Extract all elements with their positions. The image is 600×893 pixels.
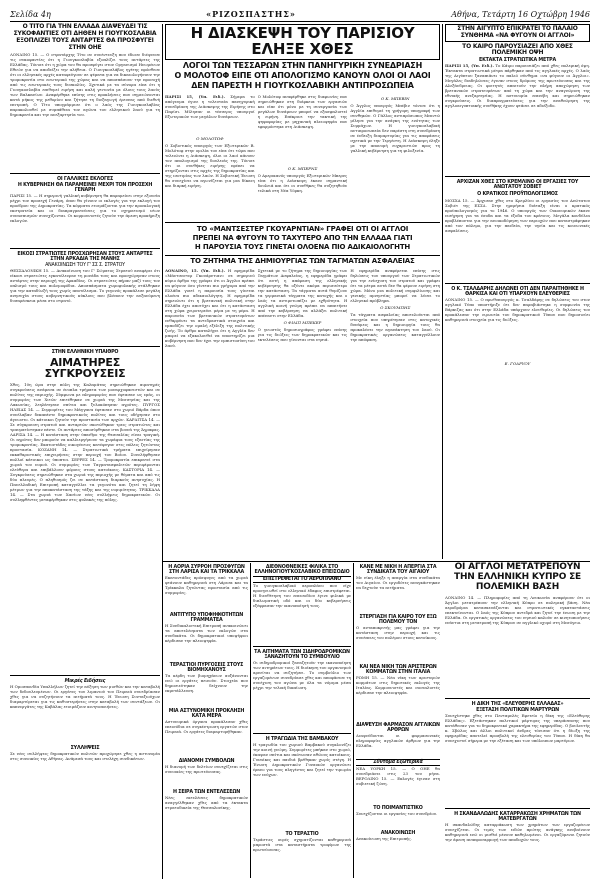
article-body: Με νίκη έληξε η απεργία στα συνδικάτα του Αιγαίου. Οι εργοδότες αναγκάστηκαν να δεχτούν τα αιτήματα.: [356, 575, 440, 591]
article-body: ΛΟΝΔΙΝΟ 15. — Ο στρατάρχης Τίτο σε συνέντευξη που έδωσε διέψευσε τις συκοφαντίες ότι η Γιουγκοσλαβία εξοπλίζει τους αντάρτες της Ελλάδας. Τόνισε ότι η χώρα του θα προσφύγει στον Οργανισμό Ηνωμένων Εθνών για να αποδείξει την αλήθεια. Ο Γιουγκοσλάβος ηγέτης πρόσθεσε ότι οι ελληνικές αρχές καταφεύγουν σε ψέματα για να δικαιολογήσουν την τρομοκρατία στο εσωτερικό της χώρας και να αποσπάσουν την προσοχή από τις εσωτερικές τους δυσκολίες. Σχετικά με τα σύνορα είπε ότι η Γιουγκοσλαβία επιθυμεί ειρήνη και καλή γειτονία με όλους τους λαούς των Βαλκανίων. Αναφέρθηκε επίσης στις προκλήσεις που σημειώνονται κατά μήκος της μεθορίου και ζήτησε τη διεξαγωγή έρευνας από διεθνή επιτροπή. Ο Τίτο υπογράμμισε ότι ο λαός της Γιουγκοσλαβίας παρακολουθεί με συμπάθεια τον αγώνα του ελληνικού λαού για τη δημοκρατία και την ανεξαρτησία του.: [10, 51, 160, 117]
author-skoumbis: Ο ΣΚΟΥΜΠΗΣ: [380, 305, 411, 311]
masthead-rule: [10, 21, 590, 22]
article-body: ΛΟΝΔΙΝΟ 14. — Πληροφορίες από τη Λευκωσία αναφέρουν ότι οι Άγγλοι μετατρέπουν την ελληνική Κύπρο σε πολεμική βάση. Νέα αεροδρόμια κατασκευάζονται και στρατιωτικές εγκαταστάσεις επεκτείνονται. Ο λαός της Κύπρου αντιδρά και ζητεί την ένωση με την Ελλάδα. Οι εργατικές οργανώσεις του νησιού καλούν σε κινητοποιήσεις ενάντια στη μετατροπή της Κύπρου σε αγγλικό οχυρό στη Μεσόγειο.: [445, 594, 590, 625]
headline-clashes: ΑΙΜΑΤΗΡΕΣ ΣΥΓΚΡΟΥΣΕΙΣ: [44, 355, 126, 381]
speaker-molotov: Ο ΜΟΛΟΤΩΦ: [196, 135, 224, 141]
article-columns: [165, 94, 440, 219]
subheadline-presence: Η ΠΑΡΟΥΣΙΑ ΤΟΥΣ ΓΙΝΕΤΑΙ ΟΛΟΕΝΑ ΠΙΟ ΑΔΙΚΑΙΟΛΟΓΗΤΗ: [194, 243, 411, 252]
headline-trial: Η ΔΙΚΗ ΤΗΣ «ΕΛΕΥΘΕΡΗΣ ΕΛΛΑΔΑΣ»: [471, 701, 564, 707]
subheadline-leave-greece: ΠΡΕΠΕΙ ΝΑ ΦΥΓΟΥΝ ΤΟ ΤΑΧΥΤΕΡΟ ΑΠΟ ΤΗΝ ΕΛΛΑΔΑ ΓΙΑΤΙ: [192, 234, 413, 243]
newspaper-page: [10, 8, 590, 878]
text-column: [350, 94, 440, 219]
headline-incident: ΔΙΕΘΝΟΘΝΕΙΚΕΣ ΦΙΛΙΚΑ ΣΤΟ ΕΛΛΗΝΟΓΙΟΥΓΚΟΣΛΑΒΙΚΟ ΕΠΕΙΣΟΔΙΟ: [254, 565, 350, 576]
article-body: Οι σιδηροδρομικοί ξαναζητούν την ικανοποίηση των αιτημάτων τους. Η διοίκηση του οργανισμού αρνείται να συζητήσει. Το συμβούλιο των εργαζομένων συνεδρίασε χθες και αποφάσισε τη συνέχιση του αγώνα με όλα τα νόμιμα μέσα μέχρι την τελική δικαίωση.: [253, 660, 351, 691]
column-divider: [250, 563, 251, 878]
article-body: Η διανομή των δελτίων συνεχίζεται στις συνοικίες της πρωτεύουσας.: [165, 764, 248, 775]
subheadline-measures: ΕΚΤΑΚΤΑ ΣΤΡΑΤΙΩΤΙΚΑ ΜΕΤΡΑ: [479, 58, 556, 64]
left-column: [10, 24, 160, 781]
article-body: ΝΕΑ ΥΟΡΚΗ 15. — Ο ΟΗΕ θα συνεδριάσει στις 23 του μήνα. ΒΕΡΟΛΙΝΟ 15. — Εκλογές έγιναν στη σοβιετική ζώνη.: [356, 766, 440, 787]
article-body: Εκατοντάδες πρόσφυγες από τα χωριά φτάνουν καθημερινά στη Λάρισα και τα Τρίκκαλα ζητώντας προστασία από τις συμμορίες.: [165, 575, 248, 596]
subheadline-budget: Ο ΚΡΑΤΙΚΟΣ ΠΡΟΫΠΟΛΟΓΙΣΜΟΣ: [477, 192, 558, 198]
article-body: Ανακοίνωση της Επιτροπής.: [356, 836, 412, 842]
bottom-col-c: [356, 565, 440, 854]
article-body: Αστυνομικά όργανα προκάλεσαν χθες επεισόδια σε συγκέντρωση εργατών στον Πειραιά. Οι εργάτες διαμαρτυρήθηκαν.: [165, 719, 248, 735]
headline-arrests: ΣΥΛΛΗΨΕΙΣ: [70, 745, 100, 751]
article-body: Ο Μολότοφ αναφέρθηκε στις διαφωνίες που σημειώθηκαν στη διάρκεια των εργασιών και είπε ότι μόνο με τη συνεργασία των μεγάλων δυνάμεων μπορεί να εξασφαλιστεί η ειρήνη. Επέκρινε την τακτική της ψηφοφορίας με μηχανική πλειοψηφία που εφαρμόστηκε στη Διάσκεψη.: [257, 93, 348, 129]
article-body: Η σκανδαλώδης καταρράκωση των χρημάτων των εργαζομένων συνεχίζεται. Οι τιμές των ειδών πρώτης ανάγκης ανεβαίνουν καθημερινά ενώ οι μισθοί μένουν καθηλωμένοι. Οι εργαζόμενοι ζητούν την άμεση αναπροσαρμογή των αποδοχών τους.: [445, 821, 590, 842]
subheadline-speeches: ΛΟΓΟΙ ΤΩΝ ΤΕΣΣΑΡΩΝ ΣΤΗΝ ΠΑΝΗΓΥΡΙΚΗ ΣΥΝΕΔΡΙΑΣΗ: [182, 60, 423, 70]
headline-poimantistiko: ΤΟ ΠΟΙΜΑΝΤΙΣΤΙΚΟ: [373, 806, 423, 812]
article-body: Το γιουγκοσλαβικό αεροπλάνο που είχε προσγειωθεί στο ελληνικό έδαφος επιστρέφεται. Η διευθέτηση του επεισοδίου έγινε φιλικά με διπλωματική οδό και οι δύο κυβερνήσεις εξέφρασαν την ικανοποίησή τους.: [253, 583, 351, 609]
headline-police: ΜΙΑ ΑΣΤΥΝΟΜΙΚΗ ΠΡΟΚΛΗΣΗ ΚΑΤΑ ΜΕΡΑ: [168, 709, 245, 720]
headline-announcement: ΑΝΑΚΟΙΝΩΣΗ: [380, 831, 416, 837]
article-body: Ο Αμερικανός υπουργός Εξωτερικών Μπερνς είπε ότι η Διάσκεψη έκανε σημαντική δουλειά και ότι οι συνθήκες θα συζητηθούν τελικά στη Νέα Υόρκη.: [257, 172, 348, 193]
article-body: Ο Άγγλος υπουργός Μπέβιν τόνισε ότι η Αγγλία επιθυμεί τη γρήγορη υπογραφή των συνθηκών. Ο Γάλλος αντιπρόσωπος Μπιντώ μίλησε για την ανάγκη της ενότητας των Συμμάχων. Η γιουγκοσλαβική αντιπροσωπεία δεν παρέστη στη συνεδρίαση σε ένδειξη διαμαρτυρίας για τις αποφάσεις σχετικά με την Τεργέστη. Η Διάσκεψη έληξε με την απονομή ευχαριστιών προς τη γαλλική κυβέρνηση για τη φιλοξενία.: [350, 102, 441, 153]
article-body: Η Συνδικαλιστική Επιτροπή ανακοινώνει τα αποτελέσματα των εκλογών στα συνδικάτα. Οι δημοκρατικοί υποψήφιοι κέρδισαν την πλειοψηφία.: [165, 623, 248, 644]
headline-short-news: Μικρές Ειδήσεις: [64, 678, 106, 684]
headline-countryside: ΣΤΗΝ ΕΛΛΗΝΙΚΗ ΥΠΑΙΘΡΟ: [51, 349, 119, 355]
text-column: [165, 94, 255, 219]
headline-railway: ΤΑ ΑΙΤΗΜΑΤΑ ΤΩΝ ΣΙΔΗΡΟΔΡΟΜΙΚΩΝ ΞΑΝΑΖΗΤΟΥΝ ΤΟ ΣΥΜΒΟΥΛΙΟ: [254, 650, 350, 661]
column-divider: [353, 563, 354, 878]
article-body: Διαψεύδονται οι φαρμασονικές πληροφορίες αγγλικών άρθρων για την Ελλάδα.: [356, 733, 440, 749]
subheadline-soldiers: ΑΝΑΚΟΙΝΩΣΗ ΤΟΥ Γ' ΣΣ Σ. ΣΤΡΑΤΟΥ: [45, 262, 125, 268]
page-number: Σελίδα 4η: [10, 9, 51, 19]
headline-foreign-briefs: Σύντομα Εξωτερικά: [356, 759, 440, 766]
subheadline-cairo: ΤΟ ΚΑΙΡΟ ΠΑΡΟΥΣΙΑΖΕΙ ΑΠΟ ΧΘΕΣ ΠΟΛΕΜΙΚΗ ΟΨΗ: [462, 42, 573, 57]
subheadline-airplane: ΕΠΙΣΤΡΕΦΕΤΑΙ ΤΟ ΑΕΡΟΠΛΑΝΟ: [253, 576, 351, 583]
article-body: Νέες εκτελέσεις δημοκρατικών αναγγέλθηκαν χθες από τα έκτακτα στρατοδικεία της Θεσσαλονίκης.: [165, 795, 248, 811]
article-body: Η τραγωδία του χωριού Βαμβακού συγκλονίζει την κοινή γνώμη. Συμμορίτες μπήκαν στο χωριό, έκαψαν σπίτια και σκότωσαν αθώους κατοίκους. Γυναίκες και παιδιά βρέθηκαν χωρίς στέγη. Η Ένωση Δημοκρατικών Γυναικών οργανώνει έρανο για τους πληγέντες και ζητεί την τιμωρία των ενόχων.: [253, 742, 351, 778]
headline-refugees: Η ΑΟΡΙΑ ΣΥΡΡΟΗ ΠΡΟΣΦΥΓΩΝ ΣΤΗ ΛΑΡΙΣΑ ΚΑΙ ΤΑ ΤΡΙΚΚΑΛΑ: [168, 565, 245, 576]
bottom-col-a: [165, 565, 248, 825]
article-body: Συνεχίστηκε χθες στο Πενταμελές Εφετείο η δίκη της «Ελεύθερης Ελλάδας». Εξετάστηκαν πολιτικοί μάρτυρες της υπεράσπισης που κατάθεσαν για το δημοκρατικό χαρακτήρα της εφημερίδας. Ο βουλευτής κ. Σβώλος και άλλοι πολιτικοί άνδρες τόνισαν ότι η δίωξη της εφημερίδας αποτελεί προσβολή της ελευθερίας του Τύπου. Η δίκη θα συνεχιστεί σήμερα με την εξέταση και των υπόλοιπων μαρτύρων.: [445, 712, 590, 743]
article-body: Η εφημερίδα αναφέρεται επίσης στις δηλώσεις του υπουργού των Στρατιωτικών για την ενίσχυση του στρατού και γράφει ότι τα μέτρα αυτά δεν θα φέρουν ειρήνη στη χώρα. Μόνο μια πολιτική συμφιλίωσης και γενικής αμνηστίας μπορεί να λύσει το ελληνικό πρόβλημα. Ο ΣΚΟΥΜΠΗΣ Τα τάγματα ασφαλείας αποτελούνται από στοιχεία που υπηρέτησαν στις κατοχικές δυνάμεις και η δημιουργία τους θα προκαλέσει την αγανάκτηση του λαού. Οι δημοκρατικές οργανώσεις καταγγέλλουν την απόφαση.: [350, 268, 441, 343]
subheadline-security-battalions: ΤΟ ΖΗΤΗΜΑ ΤΗΣ ΔΗΜΙΟΥΡΓΙΑΣ ΤΩΝ ΤΑΓΜΑΤΩΝ ΑΣΦΑΛΕΙΑΣ: [165, 255, 440, 265]
masthead: [10, 8, 590, 20]
article-columns: [165, 268, 440, 453]
article-body: Τα κέρδη των βιομηχάνων αυξάνονται ενώ οι εργάτες πεινούν. Στοιχεία που δημοσιεύτηκαν δείχνουν την εκμετάλλευση.: [165, 673, 248, 694]
article-body: ΡΩΜΗ 15. — Νέα νίκη των αριστερών κομμάτων στις δημοτικές εκλογές της Ιταλίας. Κομμουνιστές και σοσιαλιστές κέρδισαν την πλειοψηφία.: [356, 675, 440, 696]
article-body: ΛΟΝΔΙΝΟ 15. — Ο πρωθυπουργός κ. Τσαλδάρης σε δηλώσεις του στον αγγλικό Τύπο υποστήριξε ότι δεν παραβιάστηκε η συμφωνία της Βάρκιζας και ότι στην Ελλάδα υπάρχουν ελευθερίες. Οι δηλώσεις του προκάλεσαν την ειρωνεία του δημοκρατικού Τύπου που δημοσιεύει καθημερινά στοιχεία για τις διώξεις.: [445, 296, 590, 322]
headline-tsaldaris: Ο Κ. ΤΣΑΛΔΑΡΗΣ ΔΗΛΩΝΕΙ ΟΤΙ ΔΕΝ ΠΑΡΑΙΤΗΘΗΚΕ Η ΘΑΡΚΙΣΑ ΚΑΙ ΟΤΙ ΥΠΑΡΧΟΥΝ ΕΛΕΥΘΕΡΙΕΣ: [451, 286, 584, 297]
article-body: ΠΑΡΙΣΙ 15, (Υπ. Ειδ.). Σήμερα το απόγευμα έγινε η τελευταία πανηγυρική συνεδρίαση της Διάσκεψης της Ειρήνης στο Παρίσι. Μίλησαν οι τέσσερις υπουργοί Εξωτερικών των μεγάλων δυνάμεων.: [165, 93, 255, 119]
headline-egypt: ΣΤΗΝ ΑΙΓΥΠΤΟ ΕΠΙΚΡΑΤΕΙ ΤΟ ΠΑΛΑΙΟ ΣΥΝΘΗΜΑ «ΝΑ ΦΥΓΟΥΝ ΟΙ ΑΓΓΛΟΙ»: [445, 24, 590, 42]
subheadline-yugoslav: ΔΕΝ ΠΑΡΕΣΤΗ Η ΓΙΟΥΓΚΟΣΛΑΒΙΚΗ ΑΝΤΙΠΡΟΣΩΠΕΙΑ: [191, 81, 414, 91]
right-column: [445, 24, 590, 368]
subheadline-molotov: Ο ΜΟΛΟΤΟΦ ΕΙΠΕ ΟΤΙ ΑΠΟΛΟΓΙΣΜΟ ΚΑΝΟΥΝ ΟΛΟΙ ΟΙ ΛΑΟΙ: [174, 70, 431, 80]
headline-vamvakou: Η ΤΡΑΓΩΔΙΑ ΤΗΣ ΒΑΜΒΑΚΟΥ: [265, 737, 339, 743]
author-becker: Ο ΦΙΛΙΠ ΜΠΕΚΕΡ: [283, 320, 322, 326]
section-divider: [163, 561, 590, 562]
article-body: Συνεχίζονται οι εργασίες του συνεδρίου.: [356, 811, 438, 817]
headline-currency: Η ΣΚΑΝΔΑΛΩΔΗΣ ΚΑΤΑΡΡΑΚΩΣΗ ΧΡΗΜΑΤΩΝ ΤΩΝ ΜΑΤΕΒΡΓΑΤΩΝ: [454, 811, 581, 822]
article-body: ΘΕΣΣΑΛΟΝΙΚΗ 15. — Ανακοίνωση του Γ' Σώματος Στρατού αναφέρει ότι είκοσι στρατιώτες εγκατέλειψαν τη μονάδα τους και προσχώρησαν στους αντάρτες στην περιοχή της Αρκαδίας. Οι στρατιώτες πήραν μαζί τους τον οπλισμό τους και πολεμοφόδια. Αποσπάσματα χωροφυλακής στάλθηκαν για την καταδίωξή τους χωρίς αποτέλεσμα. Το γεγονός προκάλεσε μεγάλη ανησυχία στους κυβερνητικούς κύκλους που βλέπουν την αυξανόμενη δυσαρέσκεια μέσα στο στρατό.: [10, 267, 160, 303]
article-body: ΠΑΡΙΣΙ 15. — Η σημερινή γαλλική κυβέρνηση θα παραμείνει στην εξουσία μέχρι τον προσεχή Γενάρη, όπου θα γίνουν οι εκλογές για την εκλογή του προέδρου της Δημοκρατίας. Τα κόμματα ετοιμάζονται για την προεκλογική εκστρατεία και οι διαπραγματεύσεις για το σχηματισμό νέων συνασπισμών συνεχίζονται. Οι κομμουνιστές ζητούν την άμεση προκήρυξη εκλογών.: [10, 192, 160, 223]
article-body: Τεράστιες ουρές σχηματίζονται καθημερινά μπροστά στα καταστήματα τροφίμων της πρωτεύουσας.: [253, 837, 351, 853]
issue-date: Αθήνα, Τετάρτη 16 Οχτώβρη 1946: [451, 9, 590, 19]
headline-kremlin: ΑΡΧΙΖΑΝ ΧΘΕΣ ΣΤΟ ΚΡΕΜΛΙΝΟ ΟΙ ΕΡΓΑΣΙΕΣ ΤΟΥ ΑΝΩΤΑΤΟΥ ΣΟΒΙΕΤ: [456, 180, 579, 191]
author-signature: Ε. ΓΟΔΡΥΟΥ: [504, 360, 531, 366]
speaker-byrnes: Ο Κ. ΜΠΕΡΝΣ: [287, 165, 318, 171]
headline-enormous: ΤΟ ΤΕΡΑΣΤΙΟ: [285, 832, 319, 838]
article-body: ΛΟΝΔΙΝΟ, 15. (Υπ. Ειδ.). Η εφημερίδα «Μάντσεστερ Γκουάρντιαν» σε σημερινό κύριο άρθρο της γράφει ότι οι Άγγλοι πρέπει να φύγουν όσο γίνεται πιο γρήγορα από την Ελλάδα γιατί η παρουσία τους γίνεται ολοένα πιο αδικαιολόγητη. Η εφημερίδα σημειώνει ότι η βρετανική πολιτική στην Ελλάδα έχει αποτύχει και ότι η κατάσταση στη χώρα χειροτερεύει μέρα με τη μέρα. Η παρουσία των βρετανικών στρατευμάτων ενθαρρύνει τα αντιδραστικά στοιχεία και εμποδίζει την ομαλή εξέλιξη της πολιτικής ζωής. Το άρθρο καταλήγει ότι η Αγγλία δεν μπορεί να εξακολουθεί να υποστηρίζει μια κυβέρνηση που δεν έχει την εμπιστοσύνη του λαού.: [165, 268, 255, 349]
article-body: Η Ομοσπονδία Υπαλλήλων ζητεί την αύξηση των μισθών και την καταβολή των δεδουλευμένων. Οι εργάτες του λιμανιού του Πειραιά συνεδρίασαν χθες για να συζητήσουν τα αιτήματά τους. Η Ένωση Συνταξιούχων διαμαρτύρεται για τις καθυστερήσεις στην καταβολή των συντάξεων. Οι καπνεργάτες της Καβάλας ετοιμάζουν κινητοποιήσεις.: [10, 683, 160, 709]
headline-tito: Ο ΤΙΤΟ ΓΙΑ ΤΗΝ ΕΛΛΑΔΑ ΔΙΑΨΕΥΔΕΙ ΤΙΣ ΣΥΚΟΦΑΝΤΙΕΣ ΟΤΙ ΔΗΘΕΝ Η ΓΙΟΥΓΚΟΣΛΑΒΙΑ ΕΞΟΠΛΙΖΕΙ ΤΟΥΣ ΑΝΤΑΡΤΕΣ ΘΑ ΠΡΟΣΦΥΓΕΙ ΣΤΗΝ ΟΗΕ: [13, 23, 157, 51]
center-column: [165, 24, 440, 453]
subheadline-witnesses: ΕΞΕΤΑΣΗ ΠΟΛΙΤΙΚΩΝ ΜΑΡΤΥΡΩΝ: [476, 707, 559, 713]
bottom-col-b: [253, 565, 351, 871]
headline-paris-conference: Η ΔΙΑΣΚΕΨΗ ΤΟΥ ΠΑΡΙΣΙΟΥ ΕΛΗΞΕ ΧΘΕΣ: [165, 24, 440, 60]
newspaper-name: «ΡΙΖΟΣΠΑΣΤΗΣ»: [206, 9, 296, 19]
headline-industrialists: ΤΕΡΑΣΤΙΟΙ ΠΥΡΓΟΣΕΙΣ ΣΤΟΥΣ ΒΙΟΜΗΧΑΝΟΥΣ: [169, 663, 244, 674]
right-lower: [445, 563, 590, 882]
speaker-bevin: Ο Κ. ΜΠΕΒΙΝ: [380, 95, 410, 101]
column-divider: [162, 24, 163, 879]
headline-cyprus: ΟΙ ΑΓΓΛΟΙ ΜΕΤΑΤΡΕΠΟΥΝ ΤΗΝ ΕΛΛΗΝΙΚΗ ΚΥΠΡΟ ΣΕ ΠΟΛΕΜΙΚΗ ΒΑΣΗ: [454, 562, 581, 592]
text-column: [258, 94, 348, 219]
article-body: Ο Σοβιετικός υπουργός των Εξωτερικών Β. Μολότοφ στην ομιλία του είπε ότι τώρα που τελειώνει η Διάσκεψη, όλοι οι λαοί κάνουν τον απολογισμό της δουλειάς της. Τόνισε ότι οι συνθήκες ειρήνης πρέπει να στηρίζονται στις αρχές της δημοκρατίας και της ισοτιμίας των λαών. Η Σοβιετική Ένωση θα συνεχίσει να αγωνίζεται για μια δίκαιη και διαρκή ειρήνη.: [165, 142, 255, 188]
article-body: Σχετικά με το ζήτημα της δημιουργίας των Ταγμάτων Ασφαλείας, η εφημερίδα γράφει ότι αυτή η απόφαση της ελληνικής κυβέρνησης θα οξύνει ακόμα περισσότερο την κατάσταση. Τα τάγματα αυτά θυμίζουν τα γερμανικά τάγματα της κατοχής και ο λαός τα αντιμετωπίζει με εχθρότητα. Η αγγλική κοινή γνώμη πρέπει να απαιτήσει από την κυβέρνηση να αλλάξει πολιτική απέναντι στην Ελλάδα. Ο ΦΙΛΙΠ ΜΠΕΚΕΡ Ο γνωστός δημοσιογράφος γράφει επίσης για τις διώξεις των δημοκρατικών και τις εκτελέσεις που γίνονται στα νησιά.: [257, 268, 348, 343]
headline-executions: Η ΣΕΙΡΑ ΤΩΝ ΕΝΤΕΛΕΣΕΩΝ: [172, 790, 241, 796]
article-body: Σε νέες συλλήψεις δημοκρατικών πολιτών προχώρησε χθες η αστυνομία στις συνοικίες της Αθήνας. Ανάμεσά τους και στελέχη συνδικάτων.: [10, 750, 160, 761]
headline-strike: ΚΑΝΕ ΜΕ ΝΙΚΗ Η ΑΠΕΡΓΙΑ ΣΤΑ ΣΥΝΔΙΚΑΤΑ ΤΟΥ ΑΙΓΑΙΟΥ: [359, 565, 437, 576]
column-divider: [442, 24, 443, 559]
headline-soldiers: ΕΙΚΟΣΙ ΣΤΡΑΤΙΩΤΕΣ ΠΡΟΣΧΩΡΗΣΑΝ ΣΤΟΥΣ ΑΝΤΑΡΤΕΣ ΣΤΗΝ ΑΡΚΑΔΙΑ ΤΗΣ ΜΑΝΗΣ: [17, 251, 153, 262]
headline-war: ΣΤΕΡΓΙΑΣΗ ΓΙΑ ΚΑΙΡΟ ΤΟΥ ΕΞΩ ΠΟΛΕΜΟΥ ΤΟΝ: [359, 615, 437, 626]
headline-denial: ΔΙΑΨΕΥΣΗ ΦΑΡΜΑΣΟΝ ΑΓΓΛΙΚΩΝ ΑΡΘΡΩΝ: [356, 723, 440, 734]
article-body: ΜΟΣΧΑ 15. — Άρχισαν χθες στο Κρεμλίνο οι εργασίες του Ανώτατου Σοβιέτ της ΕΣΣΔ. Στην ημερήσια διάταξη είναι ο κρατικός προϋπολογισμός για το 1946. Ο υπουργός των Οικονομικών έκανε εισήγηση για τα έσοδα και τα έξοδα του κράτους. Μεγάλα κονδύλια προβλέπονται για την ανοικοδόμηση των περιοχών που καταστράφηκαν από τον πόλεμο, για την παιδεία, την υγεία και τις κοινωνικές ασφαλίσεις.: [445, 197, 590, 233]
article-body: ΠΑΡΙΣΙ 15, (Υπ. Ειδ.). Το Κάιρο παρουσιάζει από χθες πολεμική όψη. Έκτακτα στρατιωτικά μέτρα πάρθηκαν από τις αγγλικές αρχές. Ο λαός της Αιγύπτου ξαναπιάνει το παλιό σύνθημα «να φύγουν οι Άγγλοι». Μεγάλες διαδηλώσεις έγιναν στους δρόμους της πρωτεύουσας και της Αλεξάνδρειας. Οι φοιτητές απαιτούν την πλήρη αποχώρηση των βρετανικών στρατευμάτων από τη χώρα και την αναγνώριση της εθνικής ανεξαρτησίας. Η αστυνομία επενέβη και σημειώθηκαν συγκρούσεις. Οι διαπραγματεύσεις για την αναθεώρηση της αγγλοαιγυπτιακής συνθήκης έχουν φτάσει σε αδιέξοδο.: [445, 63, 590, 109]
subheadline-french: Η ΚΥΒΕΡΝΗΣΗ ΘΑ ΠΑΡΑΜΕΙΝΕΙ ΜΕΧΡΙ ΤΟΝ ΠΡΟΣΕΧΗ ΓΕΝΑΡΗ: [17, 182, 153, 193]
article-body: Ο ανταποκριτής μας γράφει για την κατάσταση στην περιοχή και τις συνέπειες του πολέμου στους κατοίκους.: [356, 625, 440, 641]
article-body: Χθες, 10η ώρα στην πόλη της Καλαμάτας σημειώθηκαν αιματηρές συγκρούσεις ανάμεσα σε ένοπλα τμήματα των μοναρχοφασιστών και σε πολίτες της περιοχής. Σύμφωνα με πληροφορίες που έφτασαν ως εμάς, οι συμμορίες των Χιτών επιτέθηκαν σε χωριά της Μεσσηνίας και της Λακωνίας, λεηλάτησαν σπίτια και ξυλοκόπησαν αγρότες. ΠΥΡΓΟΣ ΗΛΕΙΑΣ 14. — Συμμορίτες του Μάγγανα έφτασαν στο χωριό Βάρδα όπου συνέλαβαν δεκαπέντε δημοκρατικούς πολίτες και τους οδήγησαν στο άγνωστο. Οι κάτοικοι ζητούν την προστασία των αρχών. ΚΑΡΔΙΤΣΑ 14. — Σε σύγκρουση στρατού και ανταρτών σκοτώθηκαν τρεις στρατιώτες και τραυματίστηκαν πέντε. Οι αντάρτες αποσύρθηκαν στα βουνά της Άγραφας. ΛΑΡΙΣΑ 14. — Η κατάσταση στην ύπαιθρο της Θεσσαλίας είναι τραγική. Οι αγρότες δεν μπορούν να καλλιεργήσουν τα χωράφια τους εξαιτίας της τρομοκρατίας. Εκατοντάδες οικογένειες κατέφυγαν στις πόλεις ζητώντας προστασία. ΚΟΖΑΝΗ 14. — Στρατιωτικά τμήματα επιχείρησαν εκκαθαριστικές επιχειρήσεις στην περιοχή του Βοΐου. Συνελήφθησαν πολλοί κάτοικοι ως ύποπτοι. ΣΕΡΡΕΣ 14. — Τρομοκρατία επικρατεί στα χωριά του νομού. Οι συμμορίες των Ταγματασφαλιτών περιφέρονται ελεύθερα και επιβάλλουν φόρους στους κατοίκους. ΚΑΣΤΟΡΙΑ 14. — Συγκρούσεις σημειώθηκαν στα χωριά της περιοχής με θύματα και από τις δύο πλευρές. Ο πληθυσμός ζει σε κατάσταση διαρκούς ανησυχίας. Η Πανελλαδική Επιτροπή καταγγέλλει τα γεγονότα και ζητεί τη λήψη μέτρων για την αποκατάσταση της τάξης και της νομιμότητας. ΤΡΙΚΚΑΛΑ 14. — Στα χωριά των Χασίων νέες συλλήψεις δημοκρατικών. Οι συλληφθέντες μεταφέρθηκαν στις φυλακές της πόλης.: [10, 381, 160, 502]
headline-distribution: ΔΙΑΝΟΜΗ ΣΥΜΒΟΛΩΝ: [178, 759, 235, 765]
headline-french-elections: ΟΙ ΓΑΛΛΙΚΕΣ ΕΚΛΟΓΕΣ: [56, 176, 114, 182]
headline-manchester: ΤΟ «ΜΑΝΤΣΕΣΤΕΡ ΓΚΟΥΑΡΝΤΙΑΝ» ΓΡΑΦΕΙ ΟΤΙ ΟΙ ΑΓΓΛΟΙ: [196, 224, 409, 233]
headline-italy: ΚΑΙ ΝΕΑ ΝΙΚΗ ΤΩΝ ΑΡΙΣΤΕΡΩΝ ΚΟΜΜΑΤΩΝ ΣΤΗΝ ΙΤΑΛΙΑ: [359, 665, 437, 676]
headline-candidacy: ΑΝΤΙΤΥΠΟ ΥΠΟΦΗΦΙΟΤΗΤΩΝ ΓΡΑΜΜΑΤΕΑ: [169, 613, 244, 624]
